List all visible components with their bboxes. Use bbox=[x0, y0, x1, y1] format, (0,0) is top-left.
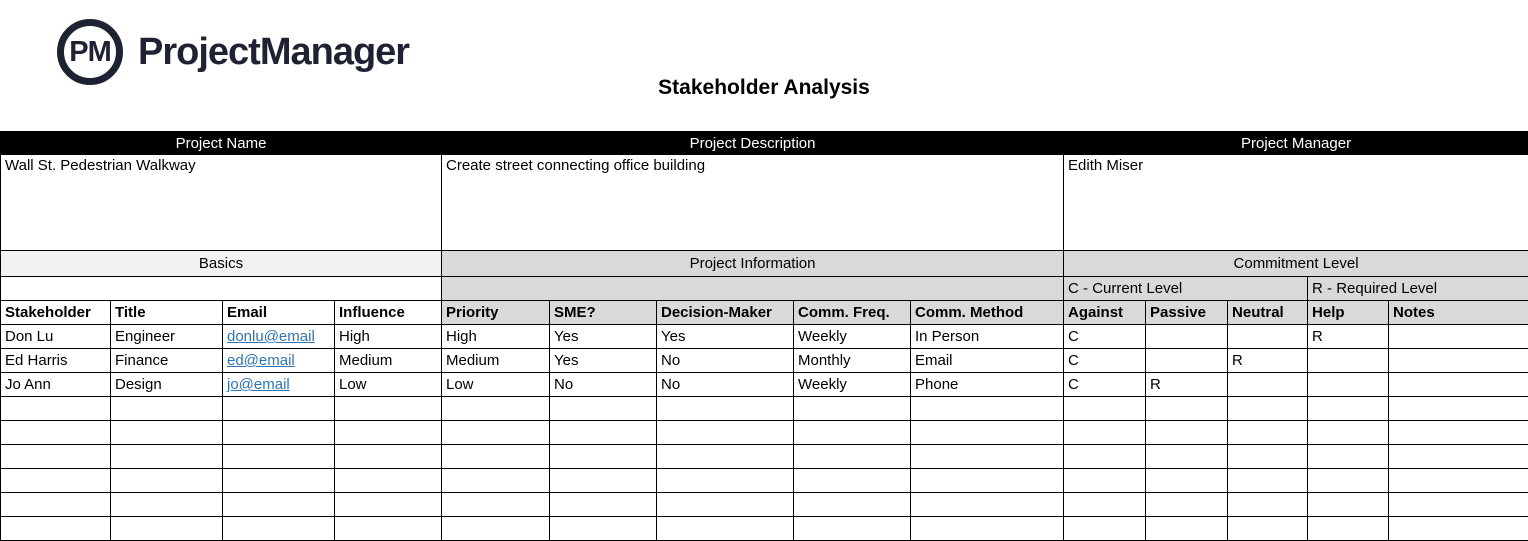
col-header-email: Email bbox=[223, 301, 335, 325]
empty-cell[interactable] bbox=[1228, 517, 1308, 541]
empty-cell[interactable] bbox=[1308, 493, 1389, 517]
empty-cell[interactable] bbox=[223, 469, 335, 493]
section-basics: Basics bbox=[1, 251, 442, 277]
empty-cell[interactable] bbox=[1146, 469, 1228, 493]
empty-cell[interactable] bbox=[1, 421, 111, 445]
priority-cell[interactable]: Medium bbox=[442, 349, 550, 373]
empty-cell[interactable] bbox=[794, 517, 911, 541]
legend-spacer-projectinfo bbox=[442, 277, 1064, 301]
empty-cell[interactable] bbox=[1, 517, 111, 541]
empty-cell[interactable] bbox=[911, 493, 1064, 517]
email-cell bbox=[223, 373, 335, 397]
help-cell[interactable]: R bbox=[1308, 325, 1389, 349]
empty-cell[interactable] bbox=[1064, 469, 1146, 493]
empty-cell[interactable] bbox=[1064, 397, 1146, 421]
project-name-label: Project Name bbox=[1, 132, 442, 155]
comm-method-cell[interactable]: In Person bbox=[911, 325, 1064, 349]
empty-cell[interactable] bbox=[794, 421, 911, 445]
project-manager-label: Project Manager bbox=[1064, 132, 1528, 155]
col-header-title: Title bbox=[111, 301, 223, 325]
logo-monogram: PM bbox=[69, 36, 111, 69]
sme-cell[interactable]: No bbox=[550, 373, 657, 397]
empty-table-row bbox=[1, 445, 1528, 469]
empty-cell[interactable] bbox=[794, 397, 911, 421]
col-header-influence: Influence bbox=[335, 301, 442, 325]
empty-cell[interactable] bbox=[223, 397, 335, 421]
col-header-sme: SME? bbox=[550, 301, 657, 325]
table-row bbox=[1, 373, 1528, 397]
col-header-comm-freq: Comm. Freq. bbox=[794, 301, 911, 325]
empty-cell[interactable] bbox=[335, 445, 442, 469]
empty-cell[interactable] bbox=[1228, 421, 1308, 445]
empty-cell[interactable] bbox=[335, 421, 442, 445]
empty-table-row bbox=[1, 421, 1528, 445]
against-cell[interactable]: C bbox=[1064, 373, 1146, 397]
empty-table-row bbox=[1, 517, 1528, 541]
empty-cell[interactable] bbox=[442, 445, 550, 469]
empty-cell[interactable] bbox=[1389, 493, 1528, 517]
legend-row bbox=[1, 277, 1528, 301]
empty-cell[interactable] bbox=[911, 397, 1064, 421]
email-cell bbox=[223, 349, 335, 373]
comm-method-cell[interactable]: Phone bbox=[911, 373, 1064, 397]
against-cell[interactable]: C bbox=[1064, 349, 1146, 373]
decision-maker-cell[interactable]: No bbox=[657, 349, 794, 373]
empty-cell[interactable] bbox=[335, 397, 442, 421]
empty-cell[interactable] bbox=[1, 445, 111, 469]
empty-cell[interactable] bbox=[550, 445, 657, 469]
col-header-against: Against bbox=[1064, 301, 1146, 325]
empty-cell[interactable] bbox=[657, 445, 794, 469]
decision-maker-cell[interactable]: Yes bbox=[657, 325, 794, 349]
notes-cell[interactable] bbox=[1389, 349, 1528, 373]
passive-cell[interactable] bbox=[1146, 325, 1228, 349]
empty-cell[interactable] bbox=[1389, 469, 1528, 493]
column-header-row bbox=[1, 301, 1528, 325]
empty-cell[interactable] bbox=[911, 445, 1064, 469]
empty-cell[interactable] bbox=[442, 397, 550, 421]
empty-cell[interactable] bbox=[1389, 445, 1528, 469]
empty-cell[interactable] bbox=[794, 469, 911, 493]
empty-cell[interactable] bbox=[1146, 397, 1228, 421]
empty-table-row bbox=[1, 493, 1528, 517]
project-description-label: Project Description bbox=[442, 132, 1064, 155]
empty-cell[interactable] bbox=[223, 517, 335, 541]
empty-cell[interactable] bbox=[442, 469, 550, 493]
empty-cell[interactable] bbox=[111, 493, 223, 517]
empty-cell[interactable] bbox=[1146, 421, 1228, 445]
empty-cell[interactable] bbox=[657, 493, 794, 517]
neutral-cell[interactable] bbox=[1228, 325, 1308, 349]
stakeholder-cell[interactable]: Jo Ann bbox=[1, 373, 111, 397]
banner-value-row bbox=[1, 155, 1528, 251]
empty-cell[interactable] bbox=[794, 445, 911, 469]
empty-cell[interactable] bbox=[442, 421, 550, 445]
empty-cell[interactable] bbox=[911, 469, 1064, 493]
neutral-cell[interactable]: R bbox=[1228, 349, 1308, 373]
passive-cell[interactable]: R bbox=[1146, 373, 1228, 397]
against-cell[interactable]: C bbox=[1064, 325, 1146, 349]
empty-cell[interactable] bbox=[111, 421, 223, 445]
empty-cell[interactable] bbox=[1389, 397, 1528, 421]
email-link[interactable]: jo@email bbox=[227, 376, 290, 393]
table-row bbox=[1, 349, 1528, 373]
section-project-information: Project Information bbox=[442, 251, 1064, 277]
stakeholder-analysis-table bbox=[0, 131, 1528, 541]
empty-cell[interactable] bbox=[1308, 421, 1389, 445]
empty-cell[interactable] bbox=[911, 421, 1064, 445]
empty-cell[interactable] bbox=[1308, 469, 1389, 493]
stakeholder-cell[interactable]: Don Lu bbox=[1, 325, 111, 349]
empty-cell[interactable] bbox=[550, 493, 657, 517]
empty-cell[interactable] bbox=[911, 517, 1064, 541]
empty-table-row bbox=[1, 469, 1528, 493]
col-header-decision-maker: Decision-Maker bbox=[657, 301, 794, 325]
empty-cell[interactable] bbox=[1, 493, 111, 517]
influence-cell[interactable]: Medium bbox=[335, 349, 442, 373]
section-header-row bbox=[1, 251, 1528, 277]
title-cell[interactable]: Design bbox=[111, 373, 223, 397]
col-header-comm-method: Comm. Method bbox=[911, 301, 1064, 325]
logo-wordmark: ProjectManager bbox=[138, 31, 409, 74]
empty-cell[interactable] bbox=[1064, 421, 1146, 445]
legend-spacer-basics bbox=[1, 277, 442, 301]
empty-cell[interactable] bbox=[1228, 469, 1308, 493]
empty-cell[interactable] bbox=[1064, 445, 1146, 469]
empty-cell[interactable] bbox=[223, 445, 335, 469]
empty-cell[interactable] bbox=[1146, 517, 1228, 541]
empty-cell[interactable] bbox=[1308, 517, 1389, 541]
email-cell bbox=[223, 325, 335, 349]
empty-cell[interactable] bbox=[1146, 493, 1228, 517]
sheet-header bbox=[0, 0, 1528, 131]
email-link[interactable]: donlu@email bbox=[227, 328, 315, 345]
empty-cell[interactable] bbox=[1308, 397, 1389, 421]
title-cell[interactable]: Engineer bbox=[111, 325, 223, 349]
empty-cell[interactable] bbox=[223, 493, 335, 517]
passive-cell[interactable] bbox=[1146, 349, 1228, 373]
stakeholder-cell[interactable]: Ed Harris bbox=[1, 349, 111, 373]
email-link[interactable]: ed@email bbox=[227, 352, 295, 369]
help-cell[interactable] bbox=[1308, 373, 1389, 397]
empty-cell[interactable] bbox=[794, 493, 911, 517]
empty-cell[interactable] bbox=[1308, 445, 1389, 469]
empty-table-row bbox=[1, 397, 1528, 421]
legend-required-level: R - Required Level bbox=[1308, 277, 1528, 301]
page-title: Stakeholder Analysis bbox=[0, 76, 1528, 100]
empty-cell[interactable] bbox=[442, 517, 550, 541]
empty-cell[interactable] bbox=[657, 517, 794, 541]
col-header-notes: Notes bbox=[1389, 301, 1528, 325]
section-commitment-level: Commitment Level bbox=[1064, 251, 1528, 277]
empty-cell[interactable] bbox=[1064, 493, 1146, 517]
comm-freq-cell[interactable]: Monthly bbox=[794, 349, 911, 373]
project-description-cell[interactable]: Create street connecting office building bbox=[442, 155, 1064, 251]
comm-method-cell[interactable]: Email bbox=[911, 349, 1064, 373]
decision-maker-cell[interactable]: No bbox=[657, 373, 794, 397]
empty-cell[interactable] bbox=[1, 397, 111, 421]
empty-cell[interactable] bbox=[111, 469, 223, 493]
comm-freq-cell[interactable]: Weekly bbox=[794, 325, 911, 349]
project-name-cell[interactable]: Wall St. Pedestrian Walkway bbox=[1, 155, 442, 251]
banner-row bbox=[1, 132, 1528, 155]
notes-cell[interactable] bbox=[1389, 373, 1528, 397]
empty-cell[interactable] bbox=[111, 445, 223, 469]
empty-cell[interactable] bbox=[335, 469, 442, 493]
col-header-priority: Priority bbox=[442, 301, 550, 325]
col-header-help: Help bbox=[1308, 301, 1389, 325]
priority-cell[interactable]: Low bbox=[442, 373, 550, 397]
empty-cell[interactable] bbox=[1146, 445, 1228, 469]
title-cell[interactable]: Finance bbox=[111, 349, 223, 373]
help-cell[interactable] bbox=[1308, 349, 1389, 373]
empty-cell[interactable] bbox=[550, 397, 657, 421]
priority-cell[interactable]: High bbox=[442, 325, 550, 349]
empty-cell[interactable] bbox=[550, 469, 657, 493]
empty-cell[interactable] bbox=[335, 517, 442, 541]
empty-cell[interactable] bbox=[1389, 421, 1528, 445]
table-row bbox=[1, 325, 1528, 349]
notes-cell[interactable] bbox=[1389, 325, 1528, 349]
comm-freq-cell[interactable]: Weekly bbox=[794, 373, 911, 397]
empty-cell[interactable] bbox=[1, 469, 111, 493]
empty-cell[interactable] bbox=[550, 517, 657, 541]
empty-cell[interactable] bbox=[657, 421, 794, 445]
empty-cell[interactable] bbox=[111, 517, 223, 541]
empty-cell[interactable] bbox=[335, 493, 442, 517]
influence-cell[interactable]: Low bbox=[335, 373, 442, 397]
empty-cell[interactable] bbox=[1064, 517, 1146, 541]
empty-cell[interactable] bbox=[1228, 397, 1308, 421]
col-header-stakeholder: Stakeholder bbox=[1, 301, 111, 325]
empty-cell[interactable] bbox=[111, 397, 223, 421]
empty-cell[interactable] bbox=[657, 397, 794, 421]
empty-cell[interactable] bbox=[442, 493, 550, 517]
sme-cell[interactable]: Yes bbox=[550, 325, 657, 349]
empty-cell[interactable] bbox=[1389, 517, 1528, 541]
empty-cell[interactable] bbox=[550, 421, 657, 445]
empty-cell[interactable] bbox=[223, 421, 335, 445]
col-header-passive: Passive bbox=[1146, 301, 1228, 325]
sme-cell[interactable]: Yes bbox=[550, 349, 657, 373]
legend-current-level: C - Current Level bbox=[1064, 277, 1308, 301]
empty-cell[interactable] bbox=[1228, 445, 1308, 469]
influence-cell[interactable]: High bbox=[335, 325, 442, 349]
empty-cell[interactable] bbox=[1228, 493, 1308, 517]
col-header-neutral: Neutral bbox=[1228, 301, 1308, 325]
empty-cell[interactable] bbox=[657, 469, 794, 493]
neutral-cell[interactable] bbox=[1228, 373, 1308, 397]
project-manager-cell[interactable]: Edith Miser bbox=[1064, 155, 1528, 251]
